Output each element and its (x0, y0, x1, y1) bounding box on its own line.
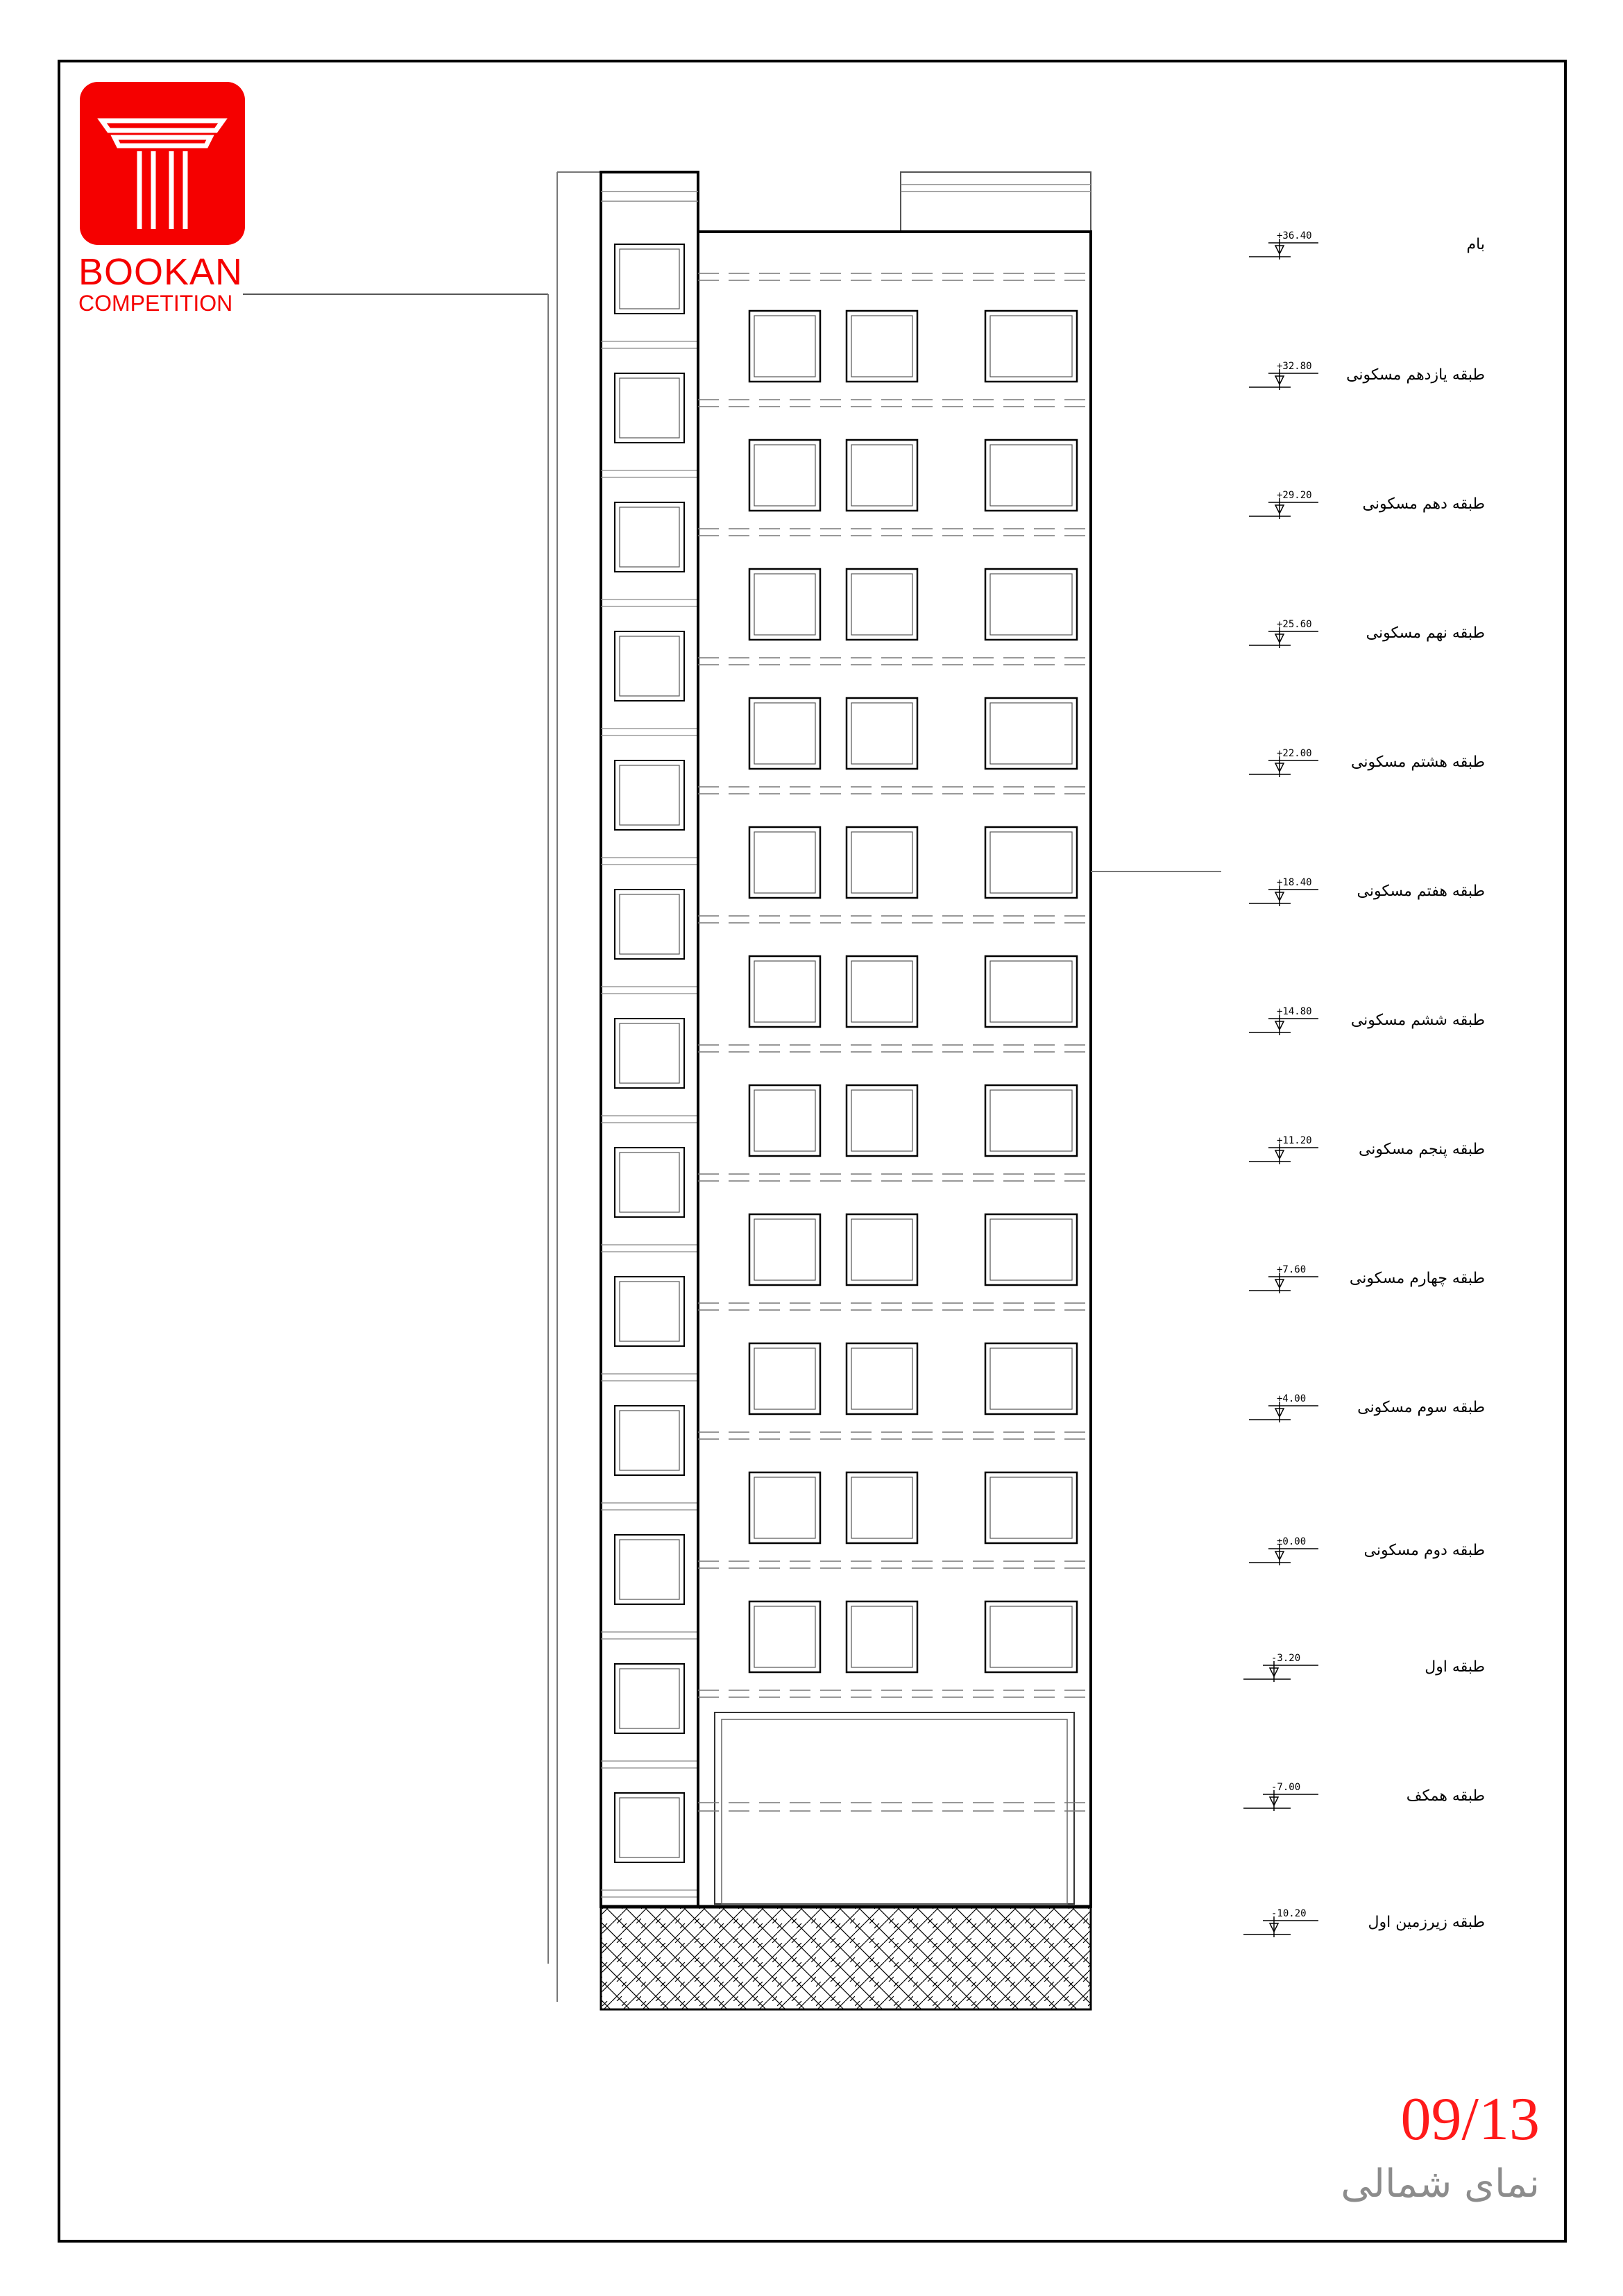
facade-window (749, 1472, 820, 1543)
elevation-value: -3.20 (1271, 1653, 1301, 1664)
elevation-value: +18.40 (1277, 877, 1312, 888)
brand-subtitle: COMPETITION (78, 291, 233, 316)
floor-name: طبقه دهم مسکونی (1362, 495, 1485, 513)
facade-window (985, 1343, 1077, 1414)
level-marker (1249, 885, 1318, 906)
facade-window (847, 1214, 917, 1285)
level-marker (1249, 1402, 1318, 1422)
floor-name: طبقه همکف (1406, 1787, 1485, 1805)
facade-details (698, 273, 1091, 1697)
column-t-logo-icon (80, 82, 245, 245)
stair-window (615, 1664, 684, 1733)
elevation-value: -7.00 (1271, 1782, 1301, 1793)
floor-name: طبقه دوم مسکونی (1363, 1542, 1485, 1559)
facade-window (847, 311, 917, 382)
level-marker (1249, 1014, 1318, 1035)
facade-window (985, 1214, 1077, 1285)
ground-floor-opening (698, 1712, 1091, 1904)
level-marker (1243, 1916, 1318, 1937)
stair-window (615, 631, 684, 701)
facade-window (985, 311, 1077, 382)
level-marker (1249, 239, 1318, 260)
elevation-value: ±0.00 (1277, 1536, 1307, 1547)
facade-window (985, 440, 1077, 511)
sheet-title: نمای شمالی (1341, 2161, 1540, 2206)
facade-window (749, 440, 820, 511)
sheet-number: 09/13 (1400, 2086, 1540, 2153)
stair-window (615, 1793, 684, 1862)
floor-name: طبقه ششم مسکونی (1350, 1012, 1485, 1029)
facade-window (847, 1472, 917, 1543)
floor-name: طبقه زیرزمین اول (1368, 1914, 1485, 1931)
facade-window (985, 1601, 1077, 1672)
stair-window (615, 1535, 684, 1604)
facade-window (847, 1085, 917, 1156)
facade-window (985, 569, 1077, 640)
stair-window (615, 760, 684, 830)
elevation-value: +29.20 (1277, 490, 1312, 501)
facade-window (985, 698, 1077, 769)
level-marker (1249, 1273, 1318, 1293)
facade-window (749, 827, 820, 898)
level-marker (1243, 1661, 1318, 1682)
facade-window (847, 698, 917, 769)
stair-tower-details (601, 192, 698, 1897)
floor-name: طبقه اول (1425, 1658, 1485, 1676)
elevation-value: +11.20 (1277, 1135, 1312, 1146)
facade-window (749, 1601, 820, 1672)
facade-window (985, 1472, 1077, 1543)
facade-window (847, 956, 917, 1027)
brand-name: BOOKAN (78, 251, 244, 293)
elevation-value: +36.40 (1277, 230, 1312, 241)
floor-name: طبقه سوم مسکونی (1357, 1399, 1485, 1416)
stair-window (615, 1277, 684, 1346)
floor-name: طبقه هشتم مسکونی (1351, 754, 1485, 771)
stair-window (615, 373, 684, 443)
elevation-value: +25.60 (1277, 619, 1312, 630)
foundation-hatch (601, 1907, 1091, 2009)
facade-window (847, 1343, 917, 1414)
floor-name: طبقه یازدهم مسکونی (1346, 366, 1485, 384)
facade-window (985, 956, 1077, 1027)
level-marker (1249, 498, 1318, 519)
facade-window (749, 1085, 820, 1156)
stair-window (615, 502, 684, 572)
floor-name: طبقه پنجم مسکونی (1358, 1141, 1485, 1158)
facade-window (749, 1343, 820, 1414)
stair-window (615, 1406, 684, 1475)
facade-window (847, 1601, 917, 1672)
level-marker (1249, 369, 1318, 390)
floor-name: طبقه هفتم مسکونی (1357, 883, 1485, 900)
level-marker (1249, 1143, 1318, 1164)
stair-window (615, 890, 684, 959)
stair-window (615, 244, 684, 314)
facade-window (847, 827, 917, 898)
stair-window (615, 1148, 684, 1217)
floor-name: طبقه نهم مسکونی (1366, 624, 1485, 642)
elevation-value: +14.80 (1277, 1006, 1312, 1017)
facade-window (985, 827, 1077, 898)
level-marker (1249, 1545, 1318, 1565)
facade-window (847, 440, 917, 511)
facade-window (985, 1085, 1077, 1156)
facade-window (749, 956, 820, 1027)
bookan-logo-badge (80, 82, 245, 245)
facade-window (847, 569, 917, 640)
floor-name: طبقه چهارم مسکونی (1349, 1270, 1485, 1287)
elevation-value: +4.00 (1277, 1393, 1307, 1404)
facade-window (749, 311, 820, 382)
main-facade-outline (698, 232, 1091, 1907)
facade-window (749, 569, 820, 640)
elevation-value: -10.20 (1271, 1908, 1307, 1919)
facade-window (749, 698, 820, 769)
elevation-value: +22.00 (1277, 748, 1312, 759)
level-marker (1243, 1790, 1318, 1811)
stair-window (615, 1019, 684, 1088)
level-marker (1249, 756, 1318, 777)
level-marker (1249, 627, 1318, 648)
floor-name: بام (1466, 236, 1485, 253)
roof-penthouse (901, 172, 1091, 232)
elevation-value: +7.60 (1277, 1264, 1307, 1275)
facade-window (749, 1214, 820, 1285)
elevation-value: +32.80 (1277, 361, 1312, 372)
